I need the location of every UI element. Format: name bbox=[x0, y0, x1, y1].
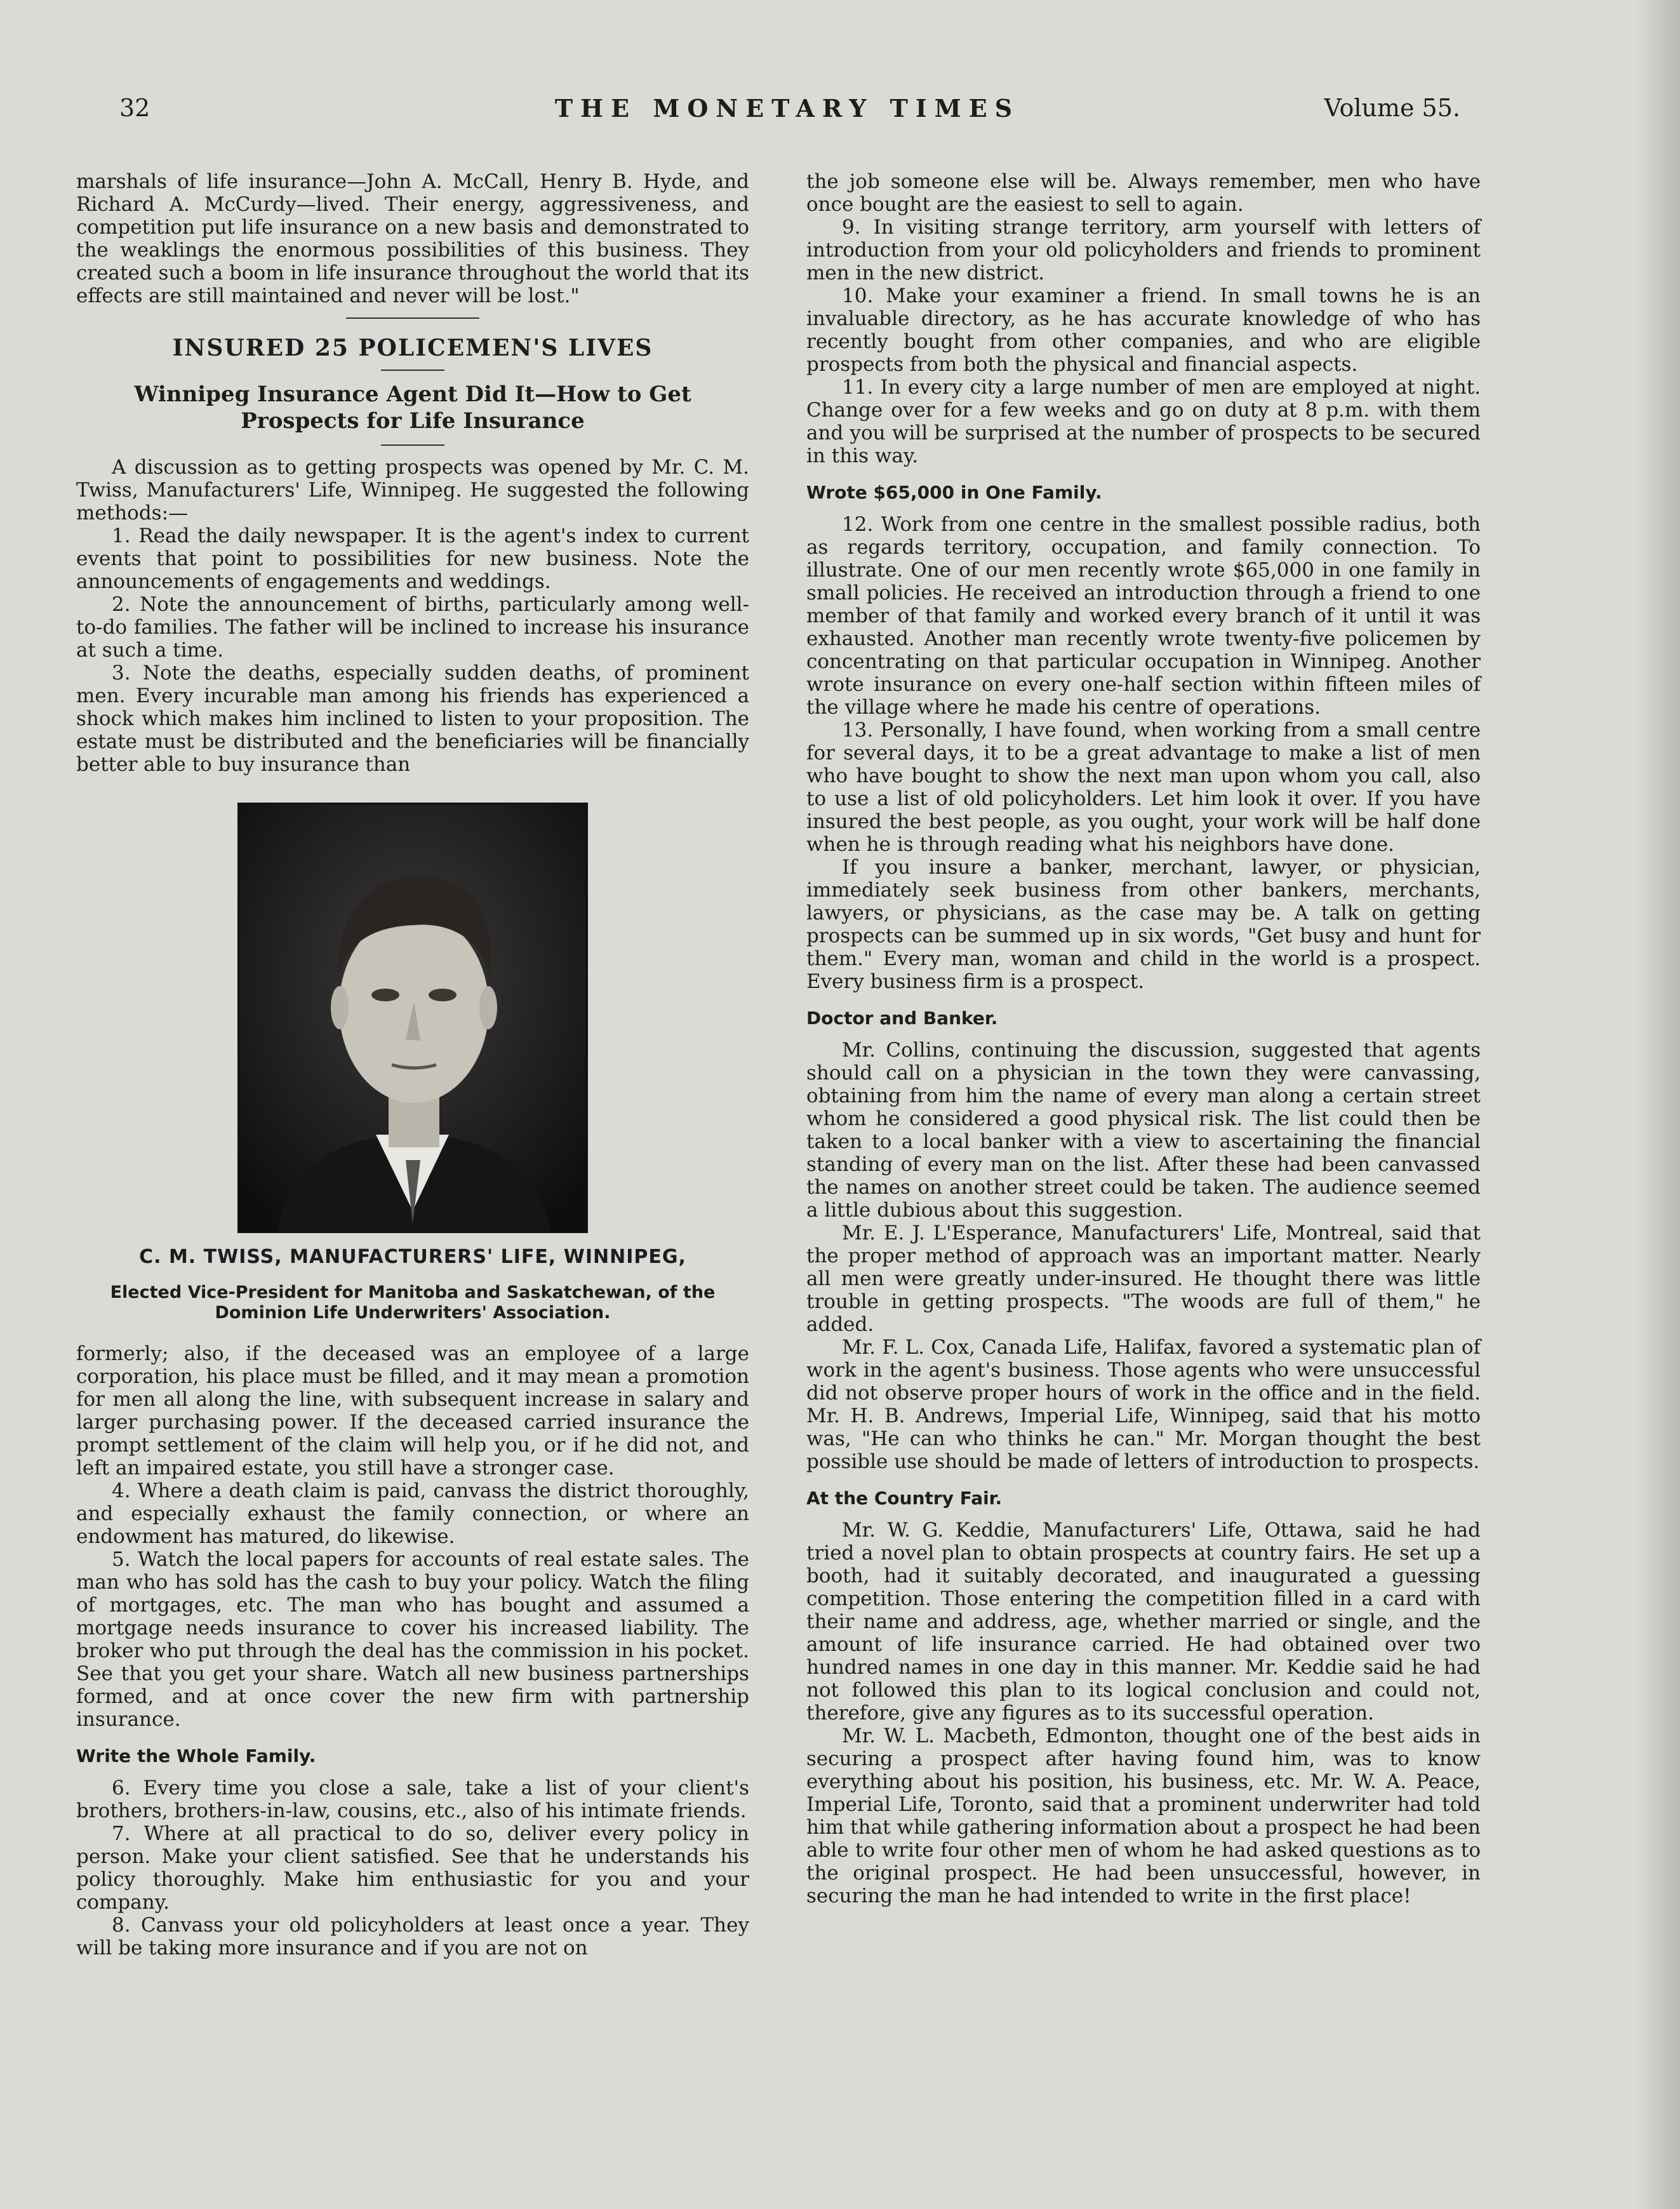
divider bbox=[381, 444, 444, 446]
article-deck: Winnipeg Insurance Agent Did It—How to Get Prospects for Life Insurance bbox=[134, 382, 691, 434]
paragraph: 7. Where at all practical to do so, deliver every policy in person. Make your client satisfied. See that he understands his policy thoroughly. Make him enthusiastic for you and your company. bbox=[76, 1822, 749, 1914]
paragraph: 9. In visiting strange territory, arm yourself with letters of introduction from your old policyholders and friends to prominent men in the new district. bbox=[806, 216, 1481, 284]
subheading: Doctor and Banker. bbox=[806, 1008, 998, 1029]
caption-description: Elected Vice-President for Manitoba and Saskatchewan, of the Dominion Life Underwriters' Association. bbox=[110, 1283, 716, 1323]
paragraph: 3. Note the deaths, especially sudden deaths, of prominent men. Every incurable man among his friends has experienced a shock which makes him inclined to listen to your proposition. The estate must be distributed and the beneficiaries will be financially better able to buy insurance than bbox=[76, 662, 749, 776]
subheading: Wrote $65,000 in One Family. bbox=[806, 482, 1102, 503]
paragraph: 10. Make your examiner a friend. In small towns he is an invaluable directory, as he has accurate knowledge of who has recently bought from other companies, and who are eligible prospects from both the physical and financial aspects. bbox=[806, 284, 1481, 376]
left-column bbox=[76, 170, 749, 1959]
paragraph: Mr. E. J. L'Esperance, Manufacturers' Life, Montreal, said that the proper method of approach was an important matter. Nearly all men were greatly under-insured. He thought there was little trouble in getting prospects. "The woods are full of them," he added. bbox=[806, 1222, 1481, 1336]
paragraph: 6. Every time you close a sale, take a list of your client's brothers, brothers-in-law, cousins, etc., also of his intimate friends. bbox=[76, 1777, 749, 1822]
paragraph: Mr. W. G. Keddie, Manufacturers' Life, Ottawa, said he had tried a novel plan to obtain prospects at country fairs. He set up a booth, had it suitably decorated, and inaugurated a guessing competition. Those entering the competition filled in a card with their name and address, age, whether married or single, and the amount of life insurance carried. He had obtained over two hundred names in one day in this manner. Mr. Keddie said he had not followed this plan to its logical conclusion and could not, therefore, give any figures as to its successful operation. bbox=[806, 1519, 1481, 1725]
paragraph: 11. In every city a large number of men are employed at night. Change over for a few weeks and go on duty at 8 p.m. with them and you will be surprised at the number of prospects to be secured in this way. bbox=[806, 376, 1481, 467]
caption-name: C. M. TWISS, MANUFACTURERS' LIFE, WINNIPEG, bbox=[139, 1246, 686, 1268]
divider bbox=[346, 317, 479, 319]
paragraph: the job someone else will be. Always remember, men who have once bought are the easiest to sell to again. bbox=[806, 170, 1481, 216]
subheading: At the Country Fair. bbox=[806, 1488, 1003, 1509]
paragraph: 8. Canvass your old policyholders at least once a year. They will be taking more insurance and if you are not on bbox=[76, 1914, 749, 1959]
portrait-illustration bbox=[239, 804, 586, 1231]
paragraph: 2. Note the announcement of births, particularly among well-to-do families. The father will be inclined to increase his insurance at such a time. bbox=[76, 593, 749, 662]
divider bbox=[381, 370, 444, 371]
paragraph: Mr. F. L. Cox, Canada Life, Halifax, favored a systematic plan of work in the agent's business. Those agents who were unsuccessful did not observe proper hours of work in the office and in the field. Mr. H. B. Andrews, Imperial Life, Winnipeg, said that his motto was, "He can who thinks he can." Mr. Morgan thought the best possible use should be made of letters of introduction to prospects. bbox=[806, 1336, 1481, 1473]
paragraph: 1. Read the daily newspaper. It is the agent's index to current events that point to possibilities for new business. Note the announcements of engagements and weddings. bbox=[76, 524, 749, 593]
portrait-photo bbox=[237, 803, 588, 1233]
subheading: Write the Whole Family. bbox=[76, 1745, 316, 1766]
volume-label: Volume 55. bbox=[1324, 94, 1460, 122]
right-column bbox=[806, 170, 1481, 1907]
paragraph: 4. Where a death claim is paid, canvass the district thoroughly, and especially exhaust the family connection, or where an endowment has matured, do likewise. bbox=[76, 1479, 749, 1548]
paragraph: If you insure a banker, merchant, lawyer, or physician, immediately seek business from other bankers, merchants, lawyers, or physicians, as the case may be. A talk on getting prospects can be summed up in six words, "Get busy and hunt for them." Every man, woman and child in the world is a prospect. Every business firm is a prospect. bbox=[806, 856, 1481, 993]
article-headline: INSURED 25 POLICEMEN'S LIVES bbox=[172, 335, 653, 361]
paragraph: 5. Watch the local papers for accounts of real estate sales. The man who has sold has the cash to buy your policy. Watch the filing of mortgages, etc. The man who has bought and assumed a mortgage needs insurance to cover his increased liability. The broker who put through the deal has the commission in his pocket. See that you get your share. Watch all new business partnerships formed, and at once cover the new firm with partnership insurance. bbox=[76, 1548, 749, 1731]
intro-paragraph: marshals of life insurance—John A. McCall, Henry B. Hyde, and Richard A. McCurdy—lived. Their energy, aggressiveness, and competition put life insurance on a new basis and demonstrated to the weaklings the enormous possibilities of this business. They created such a boom in life insurance throughout the world that its effects are still maintained and never will be lost." bbox=[76, 170, 749, 307]
paragraph: 13. Personally, I have found, when working from a small centre for several days, it to be a great advantage to make a list of men who have bought to show the next man upon whom you call, also to use a list of old policyholders. Let him look it over. If you have insured the best people, as you ought, your work will be half done when he is through reading what his neighbors have done. bbox=[806, 719, 1481, 856]
publication-title: THE MONETARY TIMES bbox=[554, 94, 1020, 123]
paragraph: Mr. W. L. Macbeth, Edmonton, thought one of the best aids in securing a prospect after having found him, was to know everything about his position, his business, etc. Mr. W. A. Peace, Imperial Life, Toronto, said that a prominent underwriter had told him that while gathering information about a prospect he had been able to write four other men of whom he had asked questions as to the original prospect. He had been unsuccessful, however, in securing the man he had intended to write in the first place! bbox=[806, 1725, 1481, 1907]
paragraph: A discussion as to getting prospects was opened by Mr. C. M. Twiss, Manufacturers' Life, Winnipeg. He suggested the following methods:— bbox=[76, 456, 749, 524]
page-number: 32 bbox=[119, 94, 150, 122]
photo-caption bbox=[76, 1246, 749, 1323]
running-header bbox=[114, 94, 1460, 132]
paragraph: 12. Work from one centre in the smallest possible radius, both as regards territory, occupation, and family connection. To illustrate. One of our men recently wrote $65,000 in one family in small policies. He received an introduction through a friend to one member of that family and worked every branch of it until it was exhausted. Another man recently wrote twenty-five policemen by concentrating on that particular occupation in Winnipeg. Another wrote insurance on every one-half section within fifteen miles of the village where he made his centre of operations. bbox=[806, 513, 1481, 719]
page-edge-shadow bbox=[1636, 0, 1680, 2209]
paragraph: Mr. Collins, continuing the discussion, suggested that agents should call on a physician in the town they were canvassing, obtaining from him the name of every man along a certain street whom he considered a good physical risk. The list could then be taken to a local banker with a view to ascertaining the financial standing of every man on the list. After these had been canvassed the names on another street could be taken. The audience seemed a little dubious about this suggestion. bbox=[806, 1039, 1481, 1222]
paragraph: formerly; also, if the deceased was an employee of a large corporation, his place must be filled, and it may mean a promotion for men all along the line, with subsequent increase in salary and larger purchasing power. If the deceased carried insurance the prompt settlement of the claim will help you, or if he did not, and left an impaired estate, you still have a stronger case. bbox=[76, 1342, 749, 1479]
